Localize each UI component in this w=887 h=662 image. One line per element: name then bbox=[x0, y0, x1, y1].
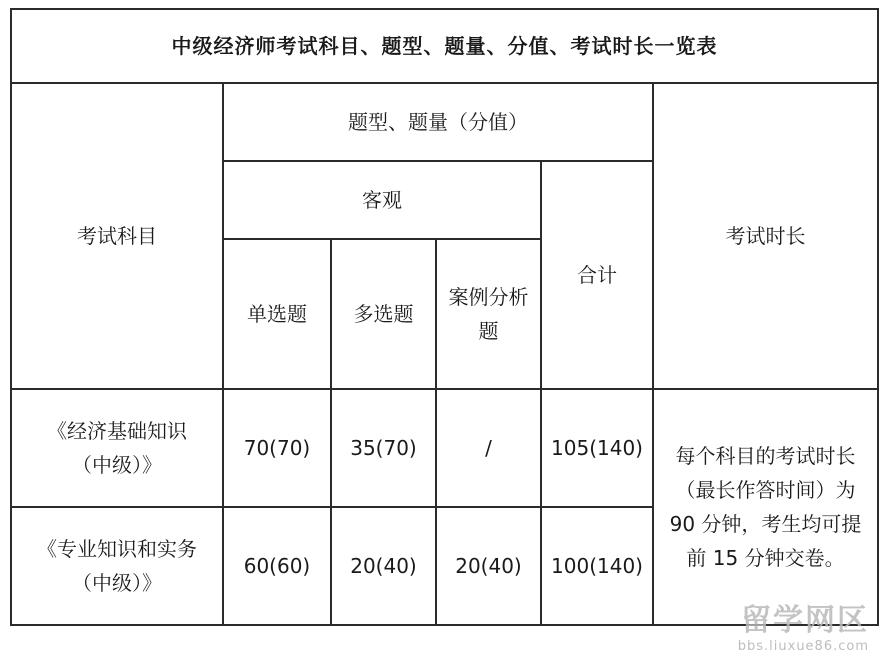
row-subject bbox=[11, 389, 223, 507]
cell-case-analysis: 20(40) bbox=[436, 507, 541, 625]
header-objective: 客观 bbox=[223, 161, 541, 239]
header-subject: 考试科目 bbox=[11, 83, 223, 389]
cell-multi-choice: 35(70) bbox=[331, 389, 436, 507]
exam-info-table bbox=[10, 8, 879, 626]
cell-duration: 每个科目的考试时长（最长作答时间）为 90 分钟，考生均可提前 15 分钟交卷。 bbox=[653, 389, 878, 625]
cell-single-choice: 70(70) bbox=[223, 389, 331, 507]
row-subject-line1: 《经济基础知识 bbox=[47, 419, 187, 443]
row-subject-line2: （中级）》 bbox=[72, 571, 162, 595]
table-title-row bbox=[11, 9, 878, 83]
header-question-group: 题型、题量（分值） bbox=[223, 83, 653, 161]
row-subject bbox=[11, 507, 223, 625]
cell-case-analysis: / bbox=[436, 389, 541, 507]
cell-multi-choice: 20(40) bbox=[331, 507, 436, 625]
page-title: 中级经济师考试科目、题型、题量、分值、考试时长一览表 bbox=[11, 9, 878, 83]
table-row bbox=[11, 389, 878, 507]
watermark-sub-text: bbs.liuxue86.com bbox=[737, 639, 869, 654]
header-row-1 bbox=[11, 83, 878, 161]
cell-total: 105(140) bbox=[541, 389, 653, 507]
header-single-choice: 单选题 bbox=[223, 239, 331, 389]
header-duration: 考试时长 bbox=[653, 83, 878, 389]
cell-single-choice: 60(60) bbox=[223, 507, 331, 625]
watermark-main-text: 留学网区 bbox=[741, 603, 869, 638]
row-subject-line1: 《专业知识和实务 bbox=[37, 537, 197, 561]
cell-total: 100(140) bbox=[541, 507, 653, 625]
header-total: 合计 bbox=[541, 161, 653, 389]
header-case-analysis: 案例分析题 bbox=[436, 239, 541, 389]
row-subject-line2: （中级）》 bbox=[72, 453, 162, 477]
document-page bbox=[10, 8, 877, 658]
header-multi-choice: 多选题 bbox=[331, 239, 436, 389]
